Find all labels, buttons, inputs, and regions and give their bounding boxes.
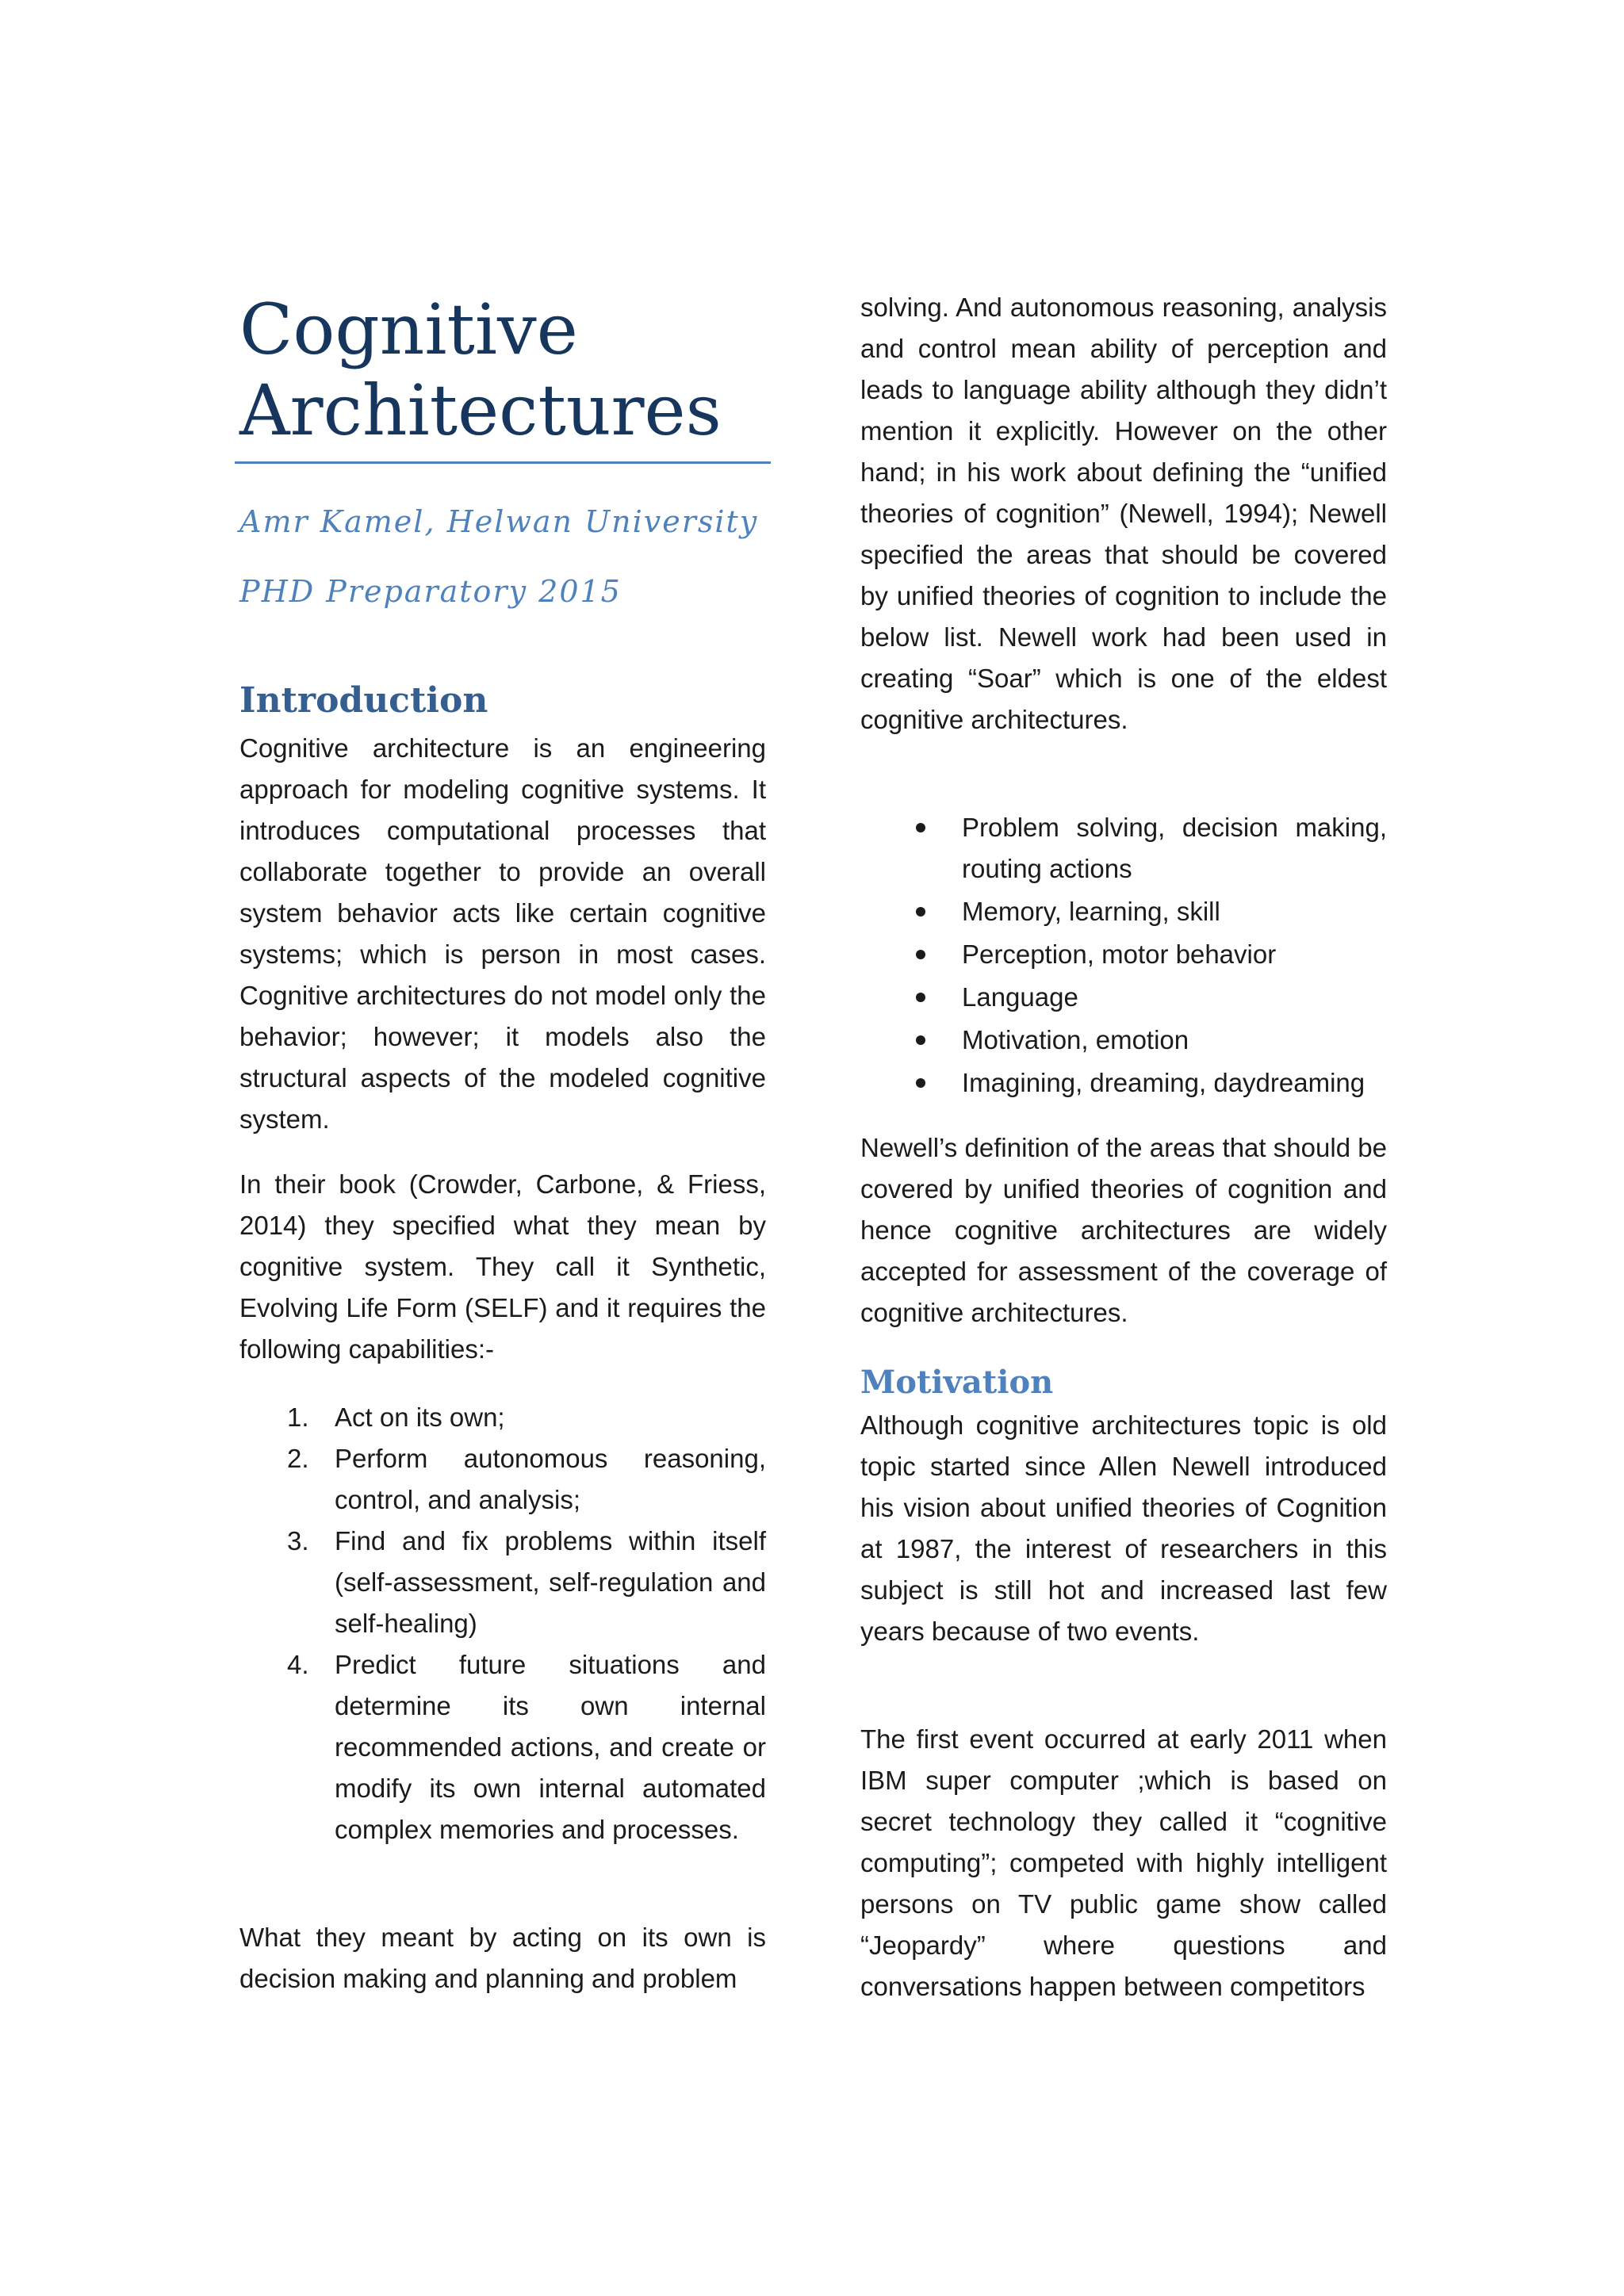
list-marker: 3. [287,1526,309,1556]
list-item-text: Perform autonomous reasoning, control, and analysis; [335,1444,766,1514]
list-item-text: Predict future situations and determine its own internal recommended actions, and create or modify its own internal automated complex memories and processes. [335,1650,766,1844]
list-item [860,1062,1387,1104]
motivation-paragraph-2: The first event occurred at early 2011 when IBM super computer ;which is based on secret technology they called it “cognitive computing”; competed with highly intelligent persons on TV public game show called “Jeopardy” where questions and conversations happen between competitors [860,1724,1387,2001]
list-marker: 1. [287,1402,309,1432]
bullet-icon [916,823,925,832]
intro-paragraph-2: In their book (Crowder, Carbone, & Friess, 2014) they specified what they mean by cognitive system. They call it Synthetic, Evolving Life Form (SELF) and it requires the following capabilities:- [239,1169,766,1364]
bullet-icon [916,1078,925,1088]
page-title [239,289,779,451]
title-line-2: Architectures [239,369,722,451]
list-item-text: Motivation, emotion [962,1025,1189,1054]
list-marker: 2. [287,1444,309,1473]
bullet-icon [916,907,925,916]
motivation-heading: Motivation [860,1364,1054,1401]
list-item-text: Language [962,982,1078,1012]
newell-areas-list [860,807,1387,1105]
list-item-text: Imagining, dreaming, daydreaming [962,1068,1365,1097]
list-item [239,1644,766,1850]
author-line: Amr Kamel, Helwan University [239,504,759,539]
list-item [860,934,1387,975]
list-item [860,977,1387,1018]
intro-paragraph-3: What they meant by acting on its own is decision making and planning and problem [239,1923,766,1993]
capabilities-list [239,1397,766,1850]
list-marker: 4. [287,1650,309,1679]
motivation-paragraph-1: Although cognitive architectures topic is old topic started since Allen Newell introduced his vision about unified theories of Cognition at 1987, the interest of researchers in this subject is still hot and increased last few years because of two events. [860,1410,1387,1646]
list-item [860,1020,1387,1061]
list-item-text: Perception, motor behavior [962,939,1277,969]
list-item [860,891,1387,932]
list-item [239,1438,766,1521]
program-line: PHD Preparatory 2015 [239,574,622,609]
right-paragraph-2: Newell’s definition of the areas that should be covered by unified theories of cognition and hence cognitive architectures are widely accepted for assessment of the coverage of cognitive architectures. [860,1133,1387,1327]
right-paragraph-1: solving. And autonomous reasoning, analysis and control mean ability of perception and leads to language ability although they didn’t mention it explicitly. However on the other hand; in his work about defining the “unified theories of cognition” (Newell, 1994); Newell specified the areas that should be covered by unified theories of cognition to include the below list. Newell work had been used in creating “Soar” which is one of the eldest cognitive architectures. [860,293,1387,734]
bullet-icon [916,993,925,1002]
list-item [860,807,1387,890]
list-item-text: Act on its own; [335,1402,505,1432]
bullet-icon [916,1035,925,1045]
bullet-icon [916,950,925,959]
list-item-text: Problem solving, decision making, routing actions [962,813,1387,883]
list-item-text: Memory, learning, skill [962,897,1220,926]
intro-paragraph-1: Cognitive architecture is an engineering approach for modeling cognitive systems. It introduces computational processes that collaborate together to provide an overall system behavior acts like certain cognitive systems; which is person in most cases. Cognitive architectures do not model only the behavior; however; it models also the structural aspects of the modeled cognitive system. [239,733,766,1134]
list-item [239,1397,766,1438]
title-divider [235,461,771,464]
introduction-heading: Introduction [239,680,488,721]
title-line-1: Cognitive [239,289,578,370]
list-item [239,1521,766,1644]
list-item-text: Find and fix problems within itself (self-assessment, self-regulation and self-healing) [335,1526,766,1638]
